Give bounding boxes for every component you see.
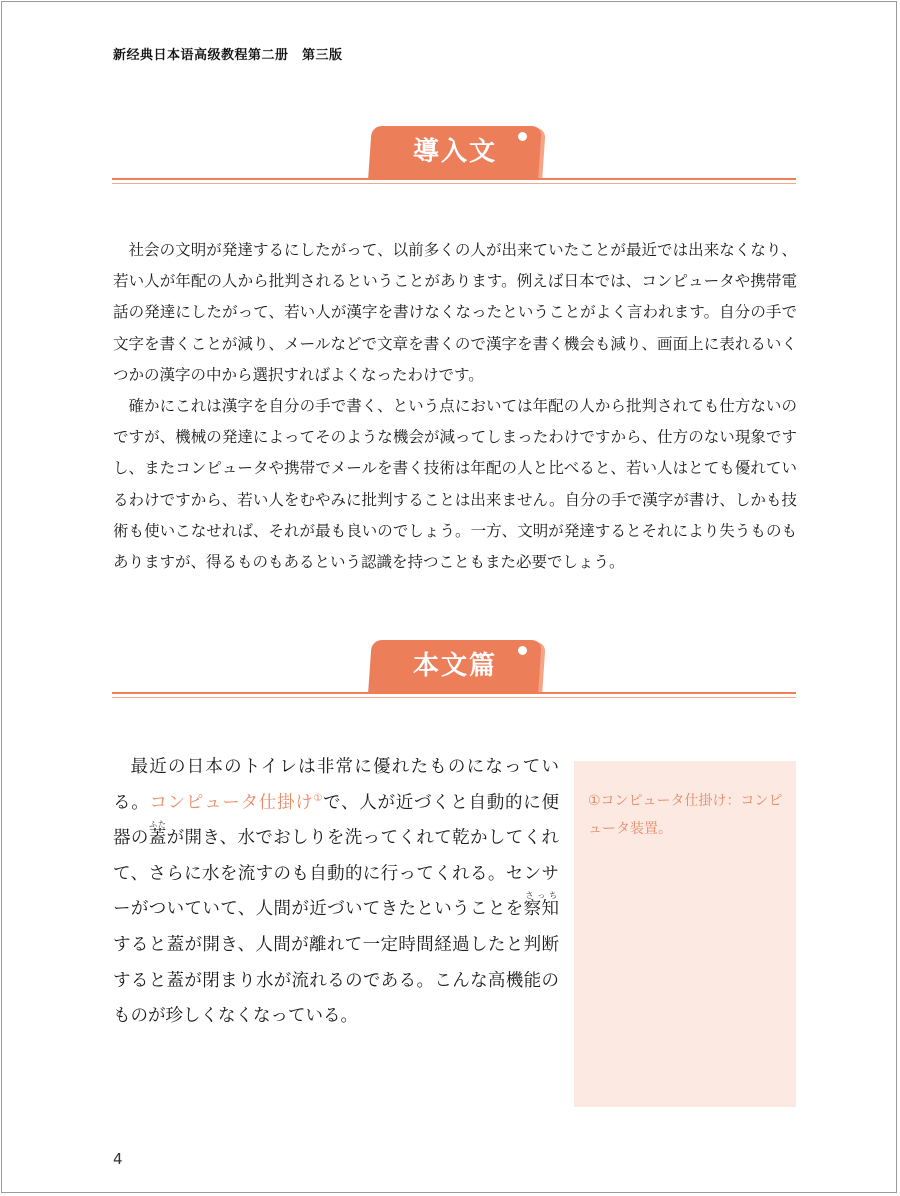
main-section-banner — [112, 640, 796, 702]
banner-rule — [112, 178, 796, 180]
main-paragraph — [113, 750, 559, 1035]
ruby-futa — [148, 820, 167, 849]
annotation-sidebar — [574, 761, 796, 1107]
ruby-reading: ふた — [148, 820, 167, 830]
ruby-sacchi — [523, 891, 559, 920]
ruby-base: 察知 — [523, 899, 559, 920]
intro-section-banner — [112, 126, 796, 188]
page-number: 4 — [113, 1150, 123, 1168]
ruby-reading: さっち — [523, 891, 559, 901]
intro-section-title: 導入文 — [412, 137, 497, 167]
ruby-base: 蓋 — [148, 828, 167, 849]
main-text-part-1: 最近の日本のトイレは非常に優れたものになっている。 — [113, 757, 559, 813]
main-section-title: 本文篇 — [412, 651, 497, 681]
banner-rule — [112, 692, 796, 694]
annotated-term: コンピュータ仕掛け — [149, 792, 314, 813]
footnote-marker: ① — [313, 792, 324, 804]
main-text-part-2: で、人が近づくと自動的に便器の — [113, 792, 560, 849]
banner-rule-thin — [112, 697, 796, 698]
intro-text — [113, 235, 797, 578]
main-text — [113, 750, 559, 1035]
running-header: 新经典日本语高级教程第二册 第三版 — [113, 48, 343, 63]
annotation-text: ①コンピュータ仕掛け：コンピュータ装置。 — [588, 793, 783, 837]
intro-paragraph-1: 社会の文明が発達するにしたがって、以前多くの人が出来ていたことが最近では出来なくなり、若い人が年配の人から批判されるということがあります。例えば日本では、コンピュータや携帯電話の発達にしたがって、若い人が漢字を書けなくなったということがよく言われます。自分の手で文字を書くことが減り、メールなどで文章を書くので漢字を書く機会も減り、画面上に表れるいくつかの漢字の中から選択すればよくなったわけです。 — [113, 241, 797, 384]
intro-paragraph-2: 確かにこれは漢字を自分の手で書く、という点においては年配の人から批判されても仕方ないのですが、機械の発達によってそのような機会が減ってしまったわけですから、仕方のない現象ですし、またコンピュータや携帯でメールを書く技術は年配の人と比べると、若い人はとても優れているわけですから、若い人をむやみに批判することは出来ません。自分の手で漢字が書け、しかも技術も使いこなせれば、それが最も良いのでしょう。一方、文明が発達するとそれにより失うものもありますが、得るものもあるという認識を持つこともまた必要でしょう。 — [113, 397, 797, 572]
main-text-part-4: すると蓋が開き、人間が離れて一定時間経過したと判断すると蓋が閉まり水が流れるのである。こんな高機能のものが珍しくなくなっている。 — [113, 934, 559, 1027]
main-text-part-3: が開き、水でおしりを洗ってくれて乾かしてくれて、さらに水を流すのも自動的に行ってくれる。センサーがついていて、人間が近づいてきたということを — [113, 828, 559, 920]
banner-rule-thin — [112, 183, 796, 184]
